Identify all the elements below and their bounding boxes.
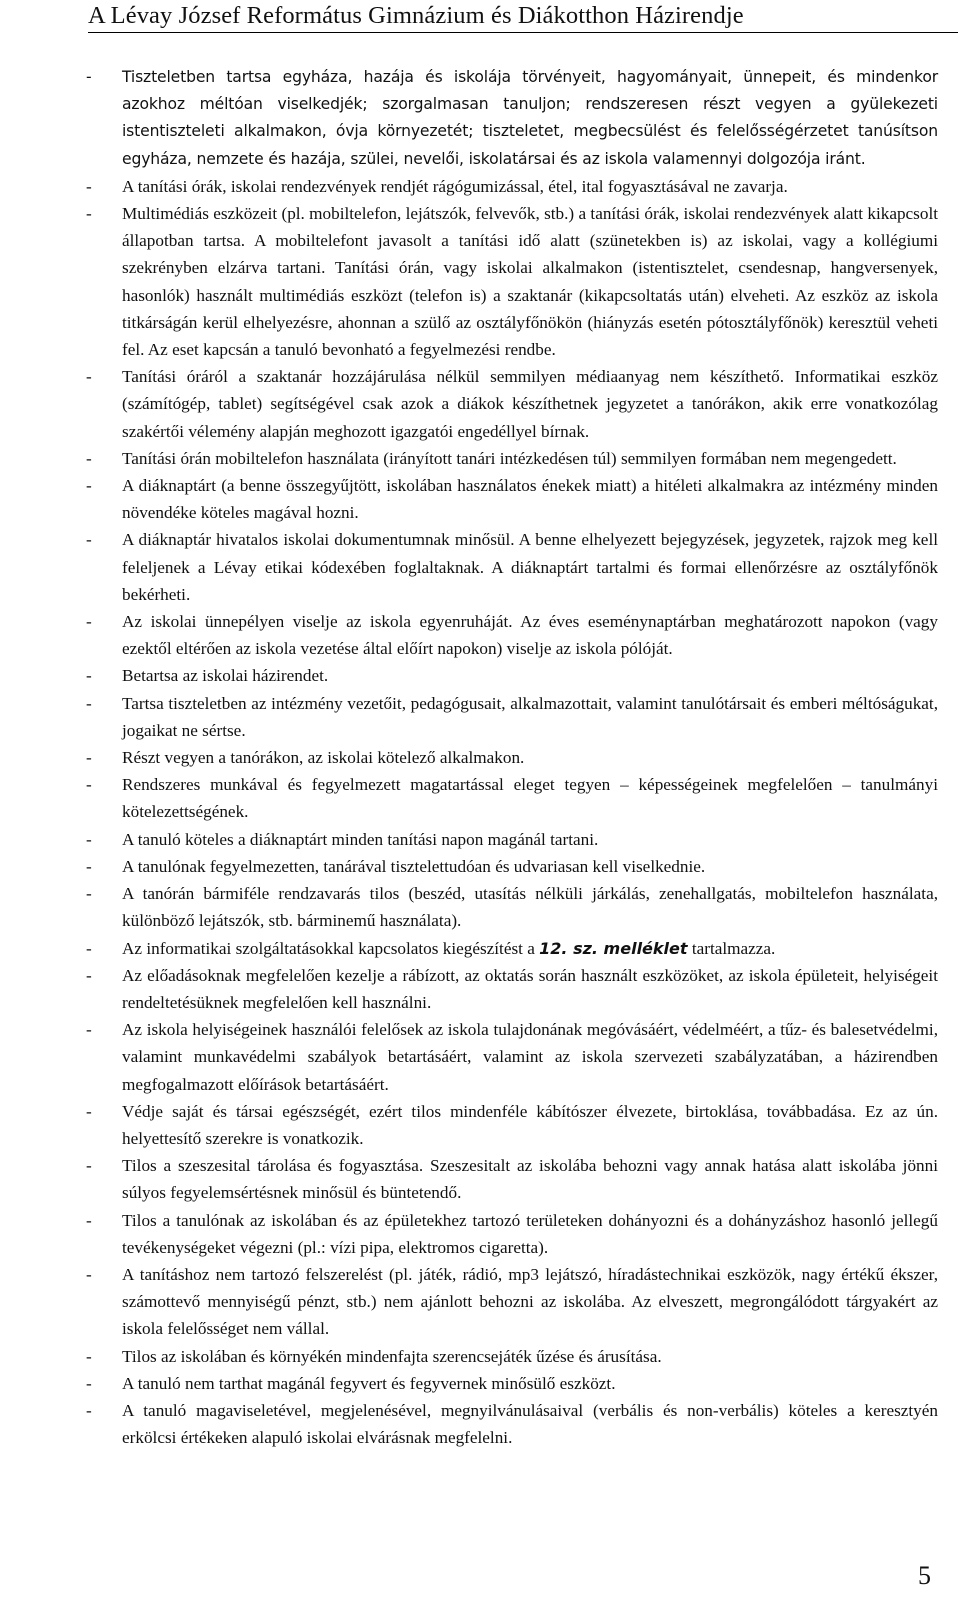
list-item: - A tanuló köteles a diáknaptárt minden tanítási napon magánál tartani. xyxy=(86,826,938,853)
page-header xyxy=(0,0,960,40)
list-item: - Tartsa tiszteletben az intézmény vezetőit, pedagógusait, alkalmazottait, valamint tanulótársait és emberi méltóságukat, jogaikat ne sértse. xyxy=(86,690,938,744)
list-item: - Multimédiás eszközeit (pl. mobiltelefon, lejátszók, felvevők, stb.) a tanítási órák, iskolai rendezvények alatt kikapcsolt állapotban tartsa. A mobiltelefont javasolt a tanítási idő alatt (szünetekben is) az iskolai, vagy a kollégiumi szekrényben elzárva tartani. Tanítási órán, vagy iskolai alkalmakon (istentisztelet, csendesnap, hangversenyek, hasonlók) használt multimédiás eszközt (telefon is) a szaktanár (kikapcsoltatás után) elveheti. Az eszköz az iskola titkárságán kerül elhelyezésre, ahonnan a szülő az osztályfőnökön (hiányzás esetén pótosztályfőnök) keresztül veheti fel. Az eset kapcsán a tanuló bevonható a fegyelmezési rendbe. xyxy=(86,200,938,363)
list-item: - Az iskolai ünnepélyen viselje az iskola egyenruháját. Az éves eseménynaptárban meghatározott napokon (vagy ezektől eltérően az iskola vezetése által előírt napokon) viselje az iskola pólóját. xyxy=(86,608,938,662)
appendix-reference: 12. sz. melléklet xyxy=(539,938,688,958)
list-item: - Tiszteletben tartsa egyháza, hazája és iskolája törvényeit, hagyományait, ünnepeit, és mindenkor azokhoz méltóan viselkedjék; szorgalmasan tanuljon; rendszeresen részt vegyen a gyülekezeti istentiszteleti alkalmakon, óvja környezetét; tiszteletet, megbecsülést és felelősségérzetet tanúsítson egyháza, nemzete és hazája, szülei, nevelői, iskolatársai és az iskola valamennyi dolgozója iránt. xyxy=(86,64,938,173)
list-item: - A tanítási órák, iskolai rendezvények rendjét rágógumizással, étel, ital fogyasztásával ne zavarja. xyxy=(86,173,938,200)
rules-list xyxy=(86,64,938,1451)
list-item: - Részt vegyen a tanórákon, az iskolai kötelező alkalmakon. xyxy=(86,744,938,771)
list-item: - A tanulónak fegyelmezetten, tanárával tisztelettudóan és udvariasan kell viselkednie. xyxy=(86,853,938,880)
list-item: - Tilos a szeszesital tárolása és fogyasztása. Szeszesitalt az iskolába behozni vagy annak hatása alatt iskolába jönni súlyos fegyelemsértésnek minősül és büntetendő. xyxy=(86,1152,938,1206)
list-item: - A tanításhoz nem tartozó felszerelést (pl. játék, rádió, mp3 lejátszó, híradástechnikai eszközök, nagy értékű ékszer, számottevő mennyiségű pénzt, stb.) nem ajánlott behozni az iskolába. Az elveszett, megrongálódott tárgyakért az iskola felelősséget nem vállal. xyxy=(86,1261,938,1343)
list-item: - A diáknaptár hivatalos iskolai dokumentumnak minősül. A benne elhelyezett bejegyzések, jegyzetek, rajzok meg kell feleljenek a Lévay etikai kódexében foglaltaknak. A diáknaptárt tartalmi és formai ellenőrzésre az osztályfőnök bekérheti. xyxy=(86,526,938,608)
list-item: - Tilos az iskolában és környékén mindenfajta szerencsejáték űzése és árusítása. xyxy=(86,1343,938,1370)
list-item-text: Az informatikai szolgáltatásokkal kapcsolatos kiegészítést a xyxy=(122,938,540,958)
list-item xyxy=(86,935,938,962)
list-item: - Tanítási órán mobiltelefon használata (irányított tanári intézkedésen túl) semmilyen formában nem megengedett. xyxy=(86,445,938,472)
header-divider xyxy=(88,32,958,33)
list-item: - A tanórán bármiféle rendzavarás tilos (beszéd, utasítás nélküli járkálás, zenehallgatás, mobiltelefon használata, különböző lejátszók, stb. bárminemű használata). xyxy=(86,880,938,934)
list-item: - A tanuló magaviseletével, megjelenésével, megnyilvánulásaival (verbális és non-verbális) köteles a keresztyén erkölcsi értékeken alapuló iskolai elvárásnak megfelelni. xyxy=(86,1397,938,1451)
list-item: - Tilos a tanulónak az iskolában és az épületekhez tartozó területeken dohányozni és a dohányzáshoz hasonló jellegű tevékenységeket végezni (pl.: vízi pipa, elektromos cigaretta). xyxy=(86,1207,938,1261)
document-title: A Lévay József Református Gimnázium és Diákotthon Házirendje xyxy=(88,2,744,29)
list-item-text: tartalmazza. xyxy=(687,938,776,958)
list-item: - Betartsa az iskolai házirendet. xyxy=(86,662,938,689)
list-item: - Tanítási óráról a szaktanár hozzájárulása nélkül semmilyen médiaanyag nem készíthető. Informatikai eszköz (számítógép, tablet) segítségével csak azok a diákok készíthetnek jegyzetet a tanórákon, akik erre vonatkozólag szakértői vélemény alapján meghozott igazgatói engedéllyel bírnak. xyxy=(86,363,938,445)
list-item: - Védje saját és társai egészségét, ezért tilos mindenféle kábítószer élvezete, birtoklása, továbbadása. Ez az ún. helyettesítő szerekre is vonatkozik. xyxy=(86,1098,938,1152)
list-item: - A diáknaptárt (a benne összegyűjtött, iskolában használatos énekek miatt) a hitéleti alkalmakra az intézmény minden növendéke köteles magával hozni. xyxy=(86,472,938,526)
list-item: - Az előadásoknak megfelelően kezelje a rábízott, az oktatás során használt eszközöket, az iskola épületeit, helyiségeit rendeltetésüknek megfelelően kell használni. xyxy=(86,962,938,1016)
list-item: - A tanuló nem tarthat magánál fegyvert és fegyvernek minősülő eszközt. xyxy=(86,1370,938,1397)
page-number: 5 xyxy=(918,1561,931,1590)
list-item: - Az iskola helyiségeinek használói felelősek az iskola tulajdonának megóvásáért, védelméért, a tűz- és balesetvédelmi, valamint munkavédelmi szabályok betartásáért, valamint az iskola szervezeti szabályzatában, a házirendben megfogalmazott előírások betartásáért. xyxy=(86,1016,938,1098)
list-item: - Rendszeres munkával és fegyelmezett magatartással eleget tegyen – képességeinek megfelelően – tanulmányi kötelezettségének. xyxy=(86,771,938,825)
